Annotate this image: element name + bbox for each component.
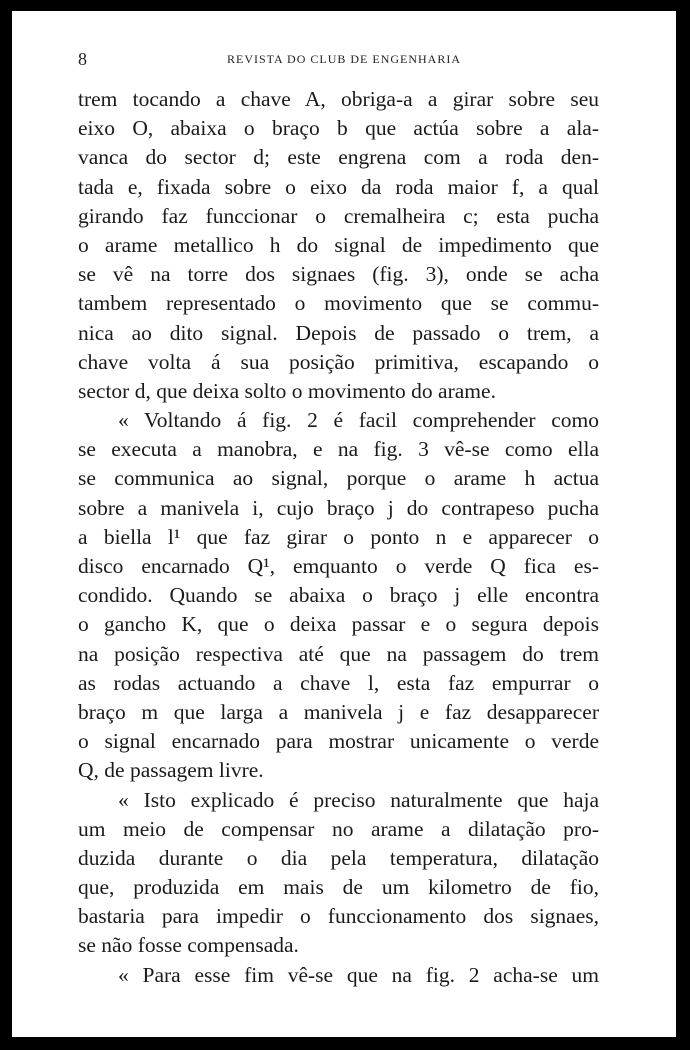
text-line: condido. Quando se abaixa o braço j elle encontra	[78, 583, 599, 608]
text-line: o gancho K, que o deixa passar e o segura depois	[78, 612, 599, 637]
text-line: sector d, que deixa solto o movimento do arame.	[78, 378, 496, 403]
text-line: as rodas actuando a chave l, esta faz empurrar o	[78, 670, 599, 695]
text-line: girando faz funccionar o cremalheira c; esta pucha	[78, 203, 599, 228]
text-line: nica ao dito signal. Depois de passado o trem, a	[78, 320, 599, 345]
text-line: o arame metallico h do signal de impedimento que	[78, 232, 599, 257]
text-line: « Para esse fim vê-se que na fig. 2 acha-se um	[118, 962, 599, 987]
text-line: disco encarnado Q¹, emquanto o verde Q fica es-	[78, 554, 599, 578]
text-line: um meio de compensar no arame a dilatação pro-	[78, 816, 599, 841]
text-line: sobre a manivela i, cujo braço j do contrapeso pucha	[78, 495, 599, 520]
body-text	[78, 85, 599, 990]
text-line: que, produzida em mais de um kilometro de fio,	[78, 875, 599, 900]
page-number: 8	[78, 49, 87, 69]
text-line: braço m que larga a manivela j e faz desapparecer	[78, 699, 599, 724]
text-line: tambem representado o movimento que se commu-	[78, 291, 599, 316]
text-line: se não fosse compensada.	[78, 933, 299, 958]
text-line: « Isto explicado é preciso naturalmente que haja	[118, 787, 599, 812]
running-head: REVISTA DO CLUB DE ENGENHARIA	[226, 52, 462, 66]
text-line: trem tocando a chave A, obriga-a a girar sobre seu	[78, 87, 599, 111]
page-header	[12, 49, 676, 69]
book-page	[12, 11, 676, 1037]
text-line: se communica ao signal, porque o arame h actua	[78, 466, 599, 491]
text-line: chave volta á sua posição primitiva, escapando o	[78, 349, 599, 374]
text-line: se executa a manobra, e na fig. 3 vê-se como ella	[78, 437, 599, 462]
text-line: tada e, fixada sobre o eixo da roda maior f, a qual	[78, 174, 599, 199]
text-line: na posição respectiva até que na passagem do trem	[78, 641, 599, 666]
text-line: Q, de passagem livre.	[78, 758, 264, 783]
text-line: eixo O, abaixa o braço b que actúa sobre a ala-	[78, 116, 599, 141]
text-line: vanca do sector d; este engrena com a roda den-	[78, 145, 599, 170]
text-line: duzida durante o dia pela temperatura, dilatação	[78, 845, 599, 870]
text-line: « Voltando á fig. 2 é facil comprehender como	[118, 408, 599, 433]
text-line: bastaria para impedir o funccionamento dos signaes,	[78, 904, 599, 929]
text-line: se vê na torre dos signaes (fig. 3), onde se acha	[78, 262, 599, 287]
text-line: a biella l¹ que faz girar o ponto n e apparecer o	[78, 524, 599, 549]
text-line: o signal encarnado para mostrar unicamente o verde	[78, 729, 599, 754]
